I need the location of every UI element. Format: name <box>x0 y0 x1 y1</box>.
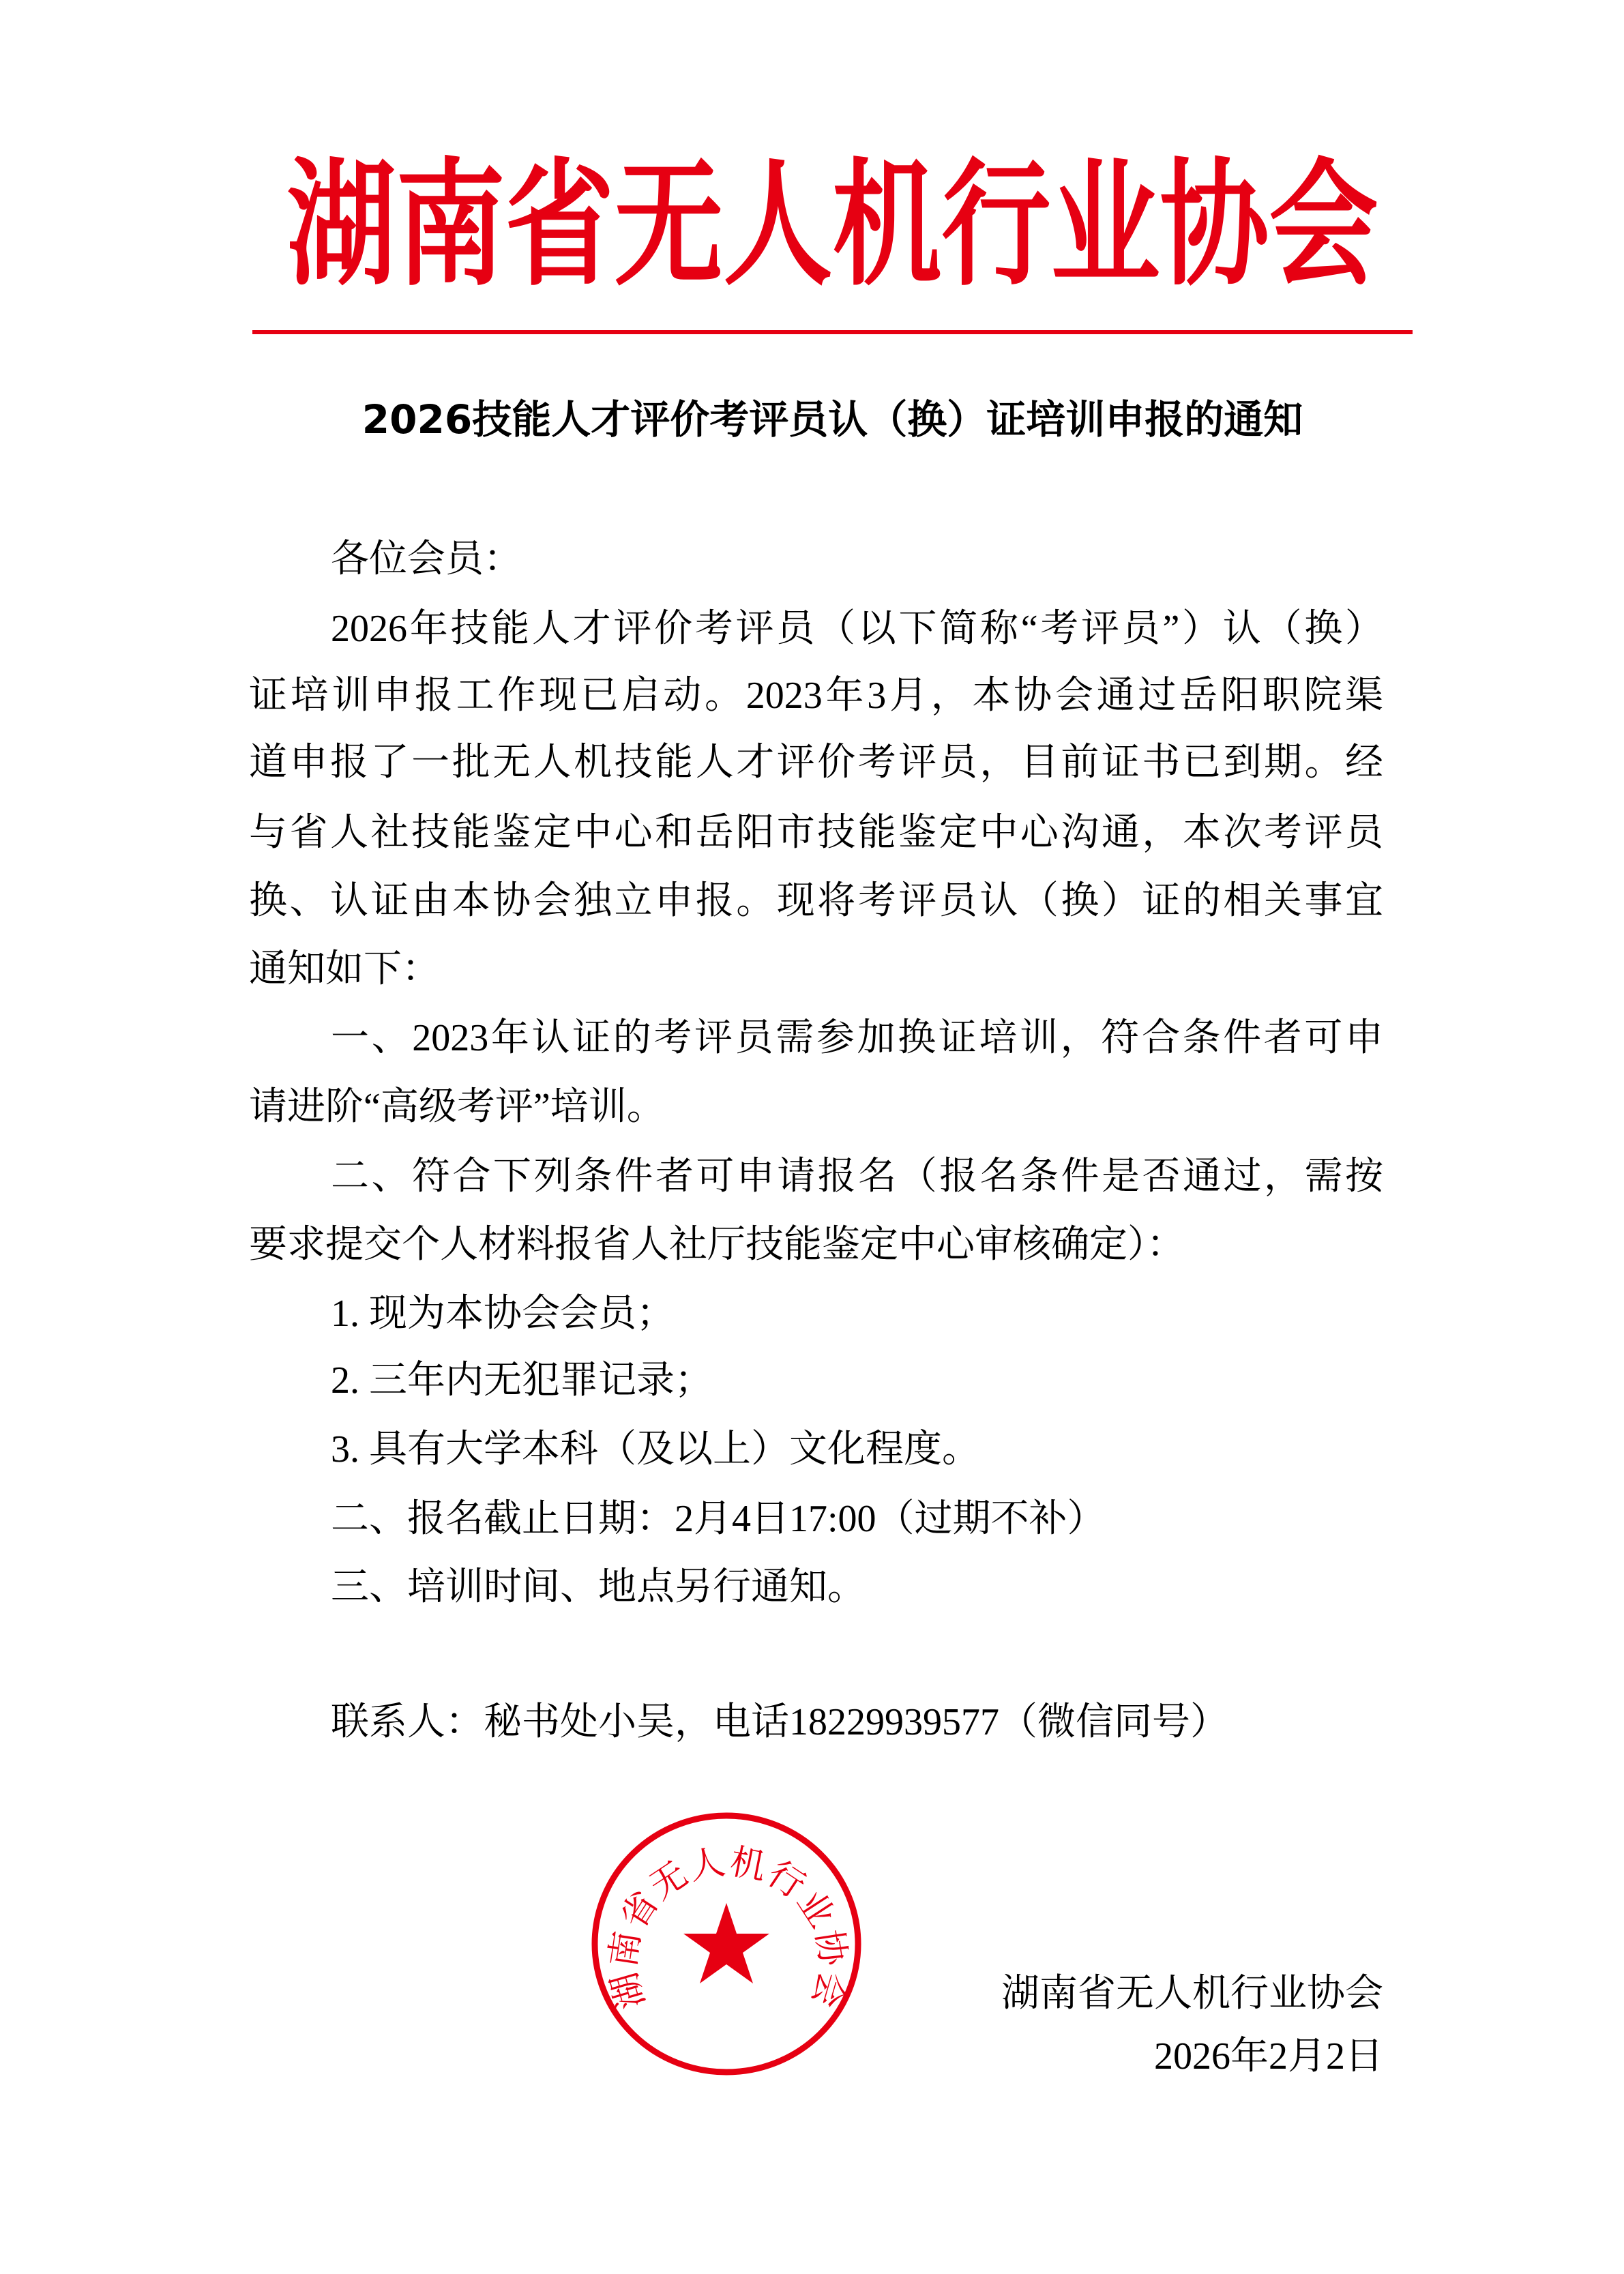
list-item: 2. 三年内无犯罪记录； <box>331 1359 713 1402</box>
list-item: 1. 现为本协会会员； <box>331 1293 675 1335</box>
body-line: 2026年技能人才评价考评员（以下简称“考评员”）认（换） <box>331 608 1383 650</box>
signature-organization: 湖南省无人机行业协会 <box>1001 1973 1383 2015</box>
official-seal <box>587 1807 866 2080</box>
body-line: 请进阶“高级考评”培训。 <box>249 1086 665 1128</box>
contact-info: 联系人：秘书处小吴，电话18229939577（微信同号） <box>331 1701 1228 1743</box>
body-line: 与省人社技能鉴定中心和岳阳市技能鉴定中心沟通，本次考评员 <box>249 812 1383 854</box>
body-line: 要求提交个人材料报省人社厅技能鉴定中心审核确定）： <box>249 1224 1185 1266</box>
body-line: 道申报了一批无人机技能人才评价考评员，目前证书已到期。经 <box>249 741 1383 784</box>
body-line: 一、2023年认证的考评员需参加换证培训，符合条件者可申 <box>331 1017 1383 1059</box>
body-line: 证培训申报工作现已启动。2023年3月，本协会通过岳阳职院渠 <box>249 675 1383 717</box>
masthead-divider <box>252 330 1413 334</box>
body-line: 二、符合下列条件者可申请报名（报名条件是否通过，需按 <box>331 1155 1383 1198</box>
body-line: 三、培训时间、地点另行通知。 <box>331 1566 866 1608</box>
body-line: 换、认证由本协会独立申报。现将考评员认（换）证的相关事宜 <box>249 880 1383 922</box>
body-line: 二、报名截止日期：2月4日17:00（过期不补） <box>331 1498 1106 1540</box>
list-item: 3. 具有大学本科（及以上）文化程度。 <box>331 1428 980 1471</box>
body-line: 通知如下： <box>249 948 440 990</box>
masthead-title: 湖南省无人机行业协会 <box>286 145 1378 305</box>
salutation: 各位会员： <box>331 538 522 580</box>
notice-title: 2026技能人才评价考评员认（换）证培训申报的通知 <box>361 396 1303 443</box>
seal-text: 湖南省无人机行业协会 <box>602 1841 854 2013</box>
star-icon <box>683 1903 769 1983</box>
signature-date: 2026年2月2日 <box>1154 2035 1383 2078</box>
